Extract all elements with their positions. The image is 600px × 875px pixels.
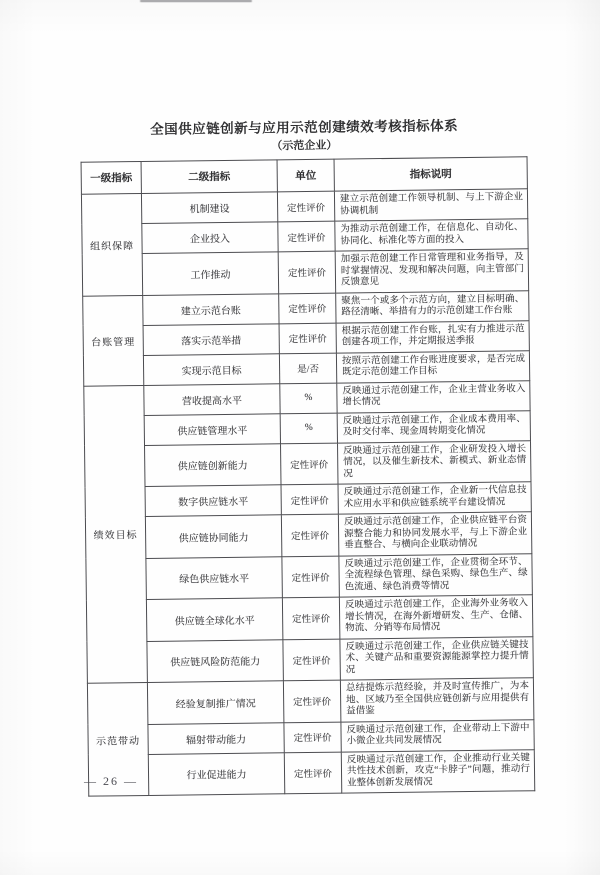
indicator-cell: 供应链全球化水平 xyxy=(146,598,282,641)
unit-cell: 定性评价 xyxy=(283,639,341,681)
unit-cell: 定性评价 xyxy=(281,484,338,515)
table-row xyxy=(86,595,532,642)
indicator-table xyxy=(81,156,536,796)
header-cell-level1: 一级指标 xyxy=(81,161,141,194)
page-subtitle: （示范企业） xyxy=(271,139,338,153)
indicator-cell: 数字供应链水平 xyxy=(145,485,281,517)
indicator-cell: 机制建设 xyxy=(141,192,277,224)
table-row xyxy=(85,440,531,487)
unit-cell: % xyxy=(280,383,337,414)
unit-cell: 定性评价 xyxy=(284,722,341,753)
description-cell: 反映通过示范创建工作，企业贯彻全环节、全流程绿色管理、绿色采购、绿色生产、绿色流通、绿色消费等情况 xyxy=(339,553,532,597)
indicator-cell: 辐射带动能力 xyxy=(148,722,284,754)
unit-cell: 定性评价 xyxy=(278,221,335,252)
table-row xyxy=(87,678,533,725)
header-cell-unit: 单位 xyxy=(277,159,334,192)
description-cell: 加强示范创建工作日常管理和业务指导，及时掌握情况、发现和解决问题，向主管部门反馈意见 xyxy=(335,249,528,293)
description-cell: 反映通过示范创建工作，企业新一代信息技术应用水平和供应链系统平台建设情况 xyxy=(338,482,531,514)
unit-cell: 定性评价 xyxy=(277,191,334,222)
indicator-cell: 行业促进能力 xyxy=(148,752,284,795)
indicator-cell: 企业投入 xyxy=(142,222,278,254)
indicator-cell: 绿色供应链水平 xyxy=(146,556,282,599)
description-cell: 反映通过示范创建工作，企业研发投入增长情况，以及催生新技术、新模式、新业态情况 xyxy=(337,440,530,484)
description-cell: 反映通过示范创建工作，企业成本费用率、及时交付率、现金周转期变化情况 xyxy=(337,410,530,442)
document-body xyxy=(80,113,536,796)
category-cell: 台账管理 xyxy=(83,295,144,386)
indicator-cell: 经验复制推广情况 xyxy=(147,681,283,724)
description-cell: 根据示范创建工作台账，扎实有力推进示范创建各项工作，并定期报送季报 xyxy=(336,320,529,352)
table-row xyxy=(88,749,534,796)
description-cell: 按照示范创建工作台账进度要求，是否完成既定示范创建工作目标 xyxy=(336,350,529,382)
description-cell: 反映通过示范创建工作，企业供应链关键技术、关键产品和重要资源能源掌控力提升情况 xyxy=(340,636,533,680)
category-cell: 绩效目标 xyxy=(84,385,148,683)
scan-artifact-line xyxy=(140,0,252,2)
indicator-cell: 供应链风险防范能力 xyxy=(147,639,283,682)
category-cell: 组织保障 xyxy=(81,193,142,295)
unit-cell: 定性评价 xyxy=(280,443,338,485)
description-cell: 总结提炼示范经验，并及时宣传推广，为本地、区域乃至全国供应链创新与应用提供有益借鉴 xyxy=(340,678,533,722)
header-cell-description: 指标说明 xyxy=(334,157,527,191)
unit-cell: 定性评价 xyxy=(283,680,341,722)
description-cell: 聚焦一个或多个示范方向，建立目标明确、路径清晰、举措有力的示范创建工作台账 xyxy=(336,290,529,322)
category-cell: 示范带动 xyxy=(87,682,148,796)
table-row xyxy=(85,512,531,559)
unit-cell: 定性评价 xyxy=(282,597,340,639)
indicator-cell: 落实示范举措 xyxy=(143,323,279,355)
unit-cell: 定性评价 xyxy=(281,514,339,556)
unit-cell: 定性评价 xyxy=(282,556,340,598)
indicator-cell: 建立示范台账 xyxy=(143,293,279,325)
indicator-table-body xyxy=(81,189,534,796)
unit-cell: 定性评价 xyxy=(279,293,336,324)
description-cell: 反映通过示范创建工作，企业带动上下游中小微企业共同发展情况 xyxy=(341,719,534,751)
table-row xyxy=(82,249,528,296)
unit-cell: % xyxy=(280,413,337,444)
indicator-cell: 供应链协同能力 xyxy=(145,515,281,558)
description-cell: 为推动示范创建工作，在信息化、自动化、协同化、标准化等方面的投入 xyxy=(335,219,528,251)
indicator-cell: 工作推动 xyxy=(142,252,278,295)
description-cell: 反映通过示范创建工作，企业主营业务收入增长情况 xyxy=(337,380,530,412)
description-cell: 反映通过示范创建工作，企业海外业务收入增长情况，在海外新增研发、生产、仓储、物流、分销等布局情况 xyxy=(339,595,532,639)
page-title: 全国供应链创新与应用示范创建绩效考核指标体系 xyxy=(150,118,459,137)
indicator-cell: 供应链创新能力 xyxy=(145,443,281,486)
description-cell: 反映通过示范创建工作，企业供应链平台资源整合能力和协同发展水平，与上下游企业垂直整合、与横向企业联动情况 xyxy=(338,512,531,556)
table-row xyxy=(86,553,532,600)
unit-cell: 是/否 xyxy=(279,353,336,384)
table-row xyxy=(87,636,533,683)
indicator-cell: 营收提高水平 xyxy=(144,383,280,415)
header-cell-level2: 二级指标 xyxy=(141,160,277,194)
description-cell: 建立示范创建工作领导机制、与上下游企业协调机制 xyxy=(334,189,527,221)
description-cell: 反映通过示范创建工作，企业推动行业关键共性技术创新，攻克“卡脖子”问题，推动行业整体创新发展情况 xyxy=(341,749,534,793)
page-number: — 26 — xyxy=(84,774,138,788)
indicator-cell: 供应链管理水平 xyxy=(144,413,280,445)
unit-cell: 定性评价 xyxy=(284,752,342,794)
unit-cell: 定性评价 xyxy=(279,323,336,354)
unit-cell: 定性评价 xyxy=(278,251,336,293)
indicator-cell: 实现示范目标 xyxy=(143,353,279,385)
